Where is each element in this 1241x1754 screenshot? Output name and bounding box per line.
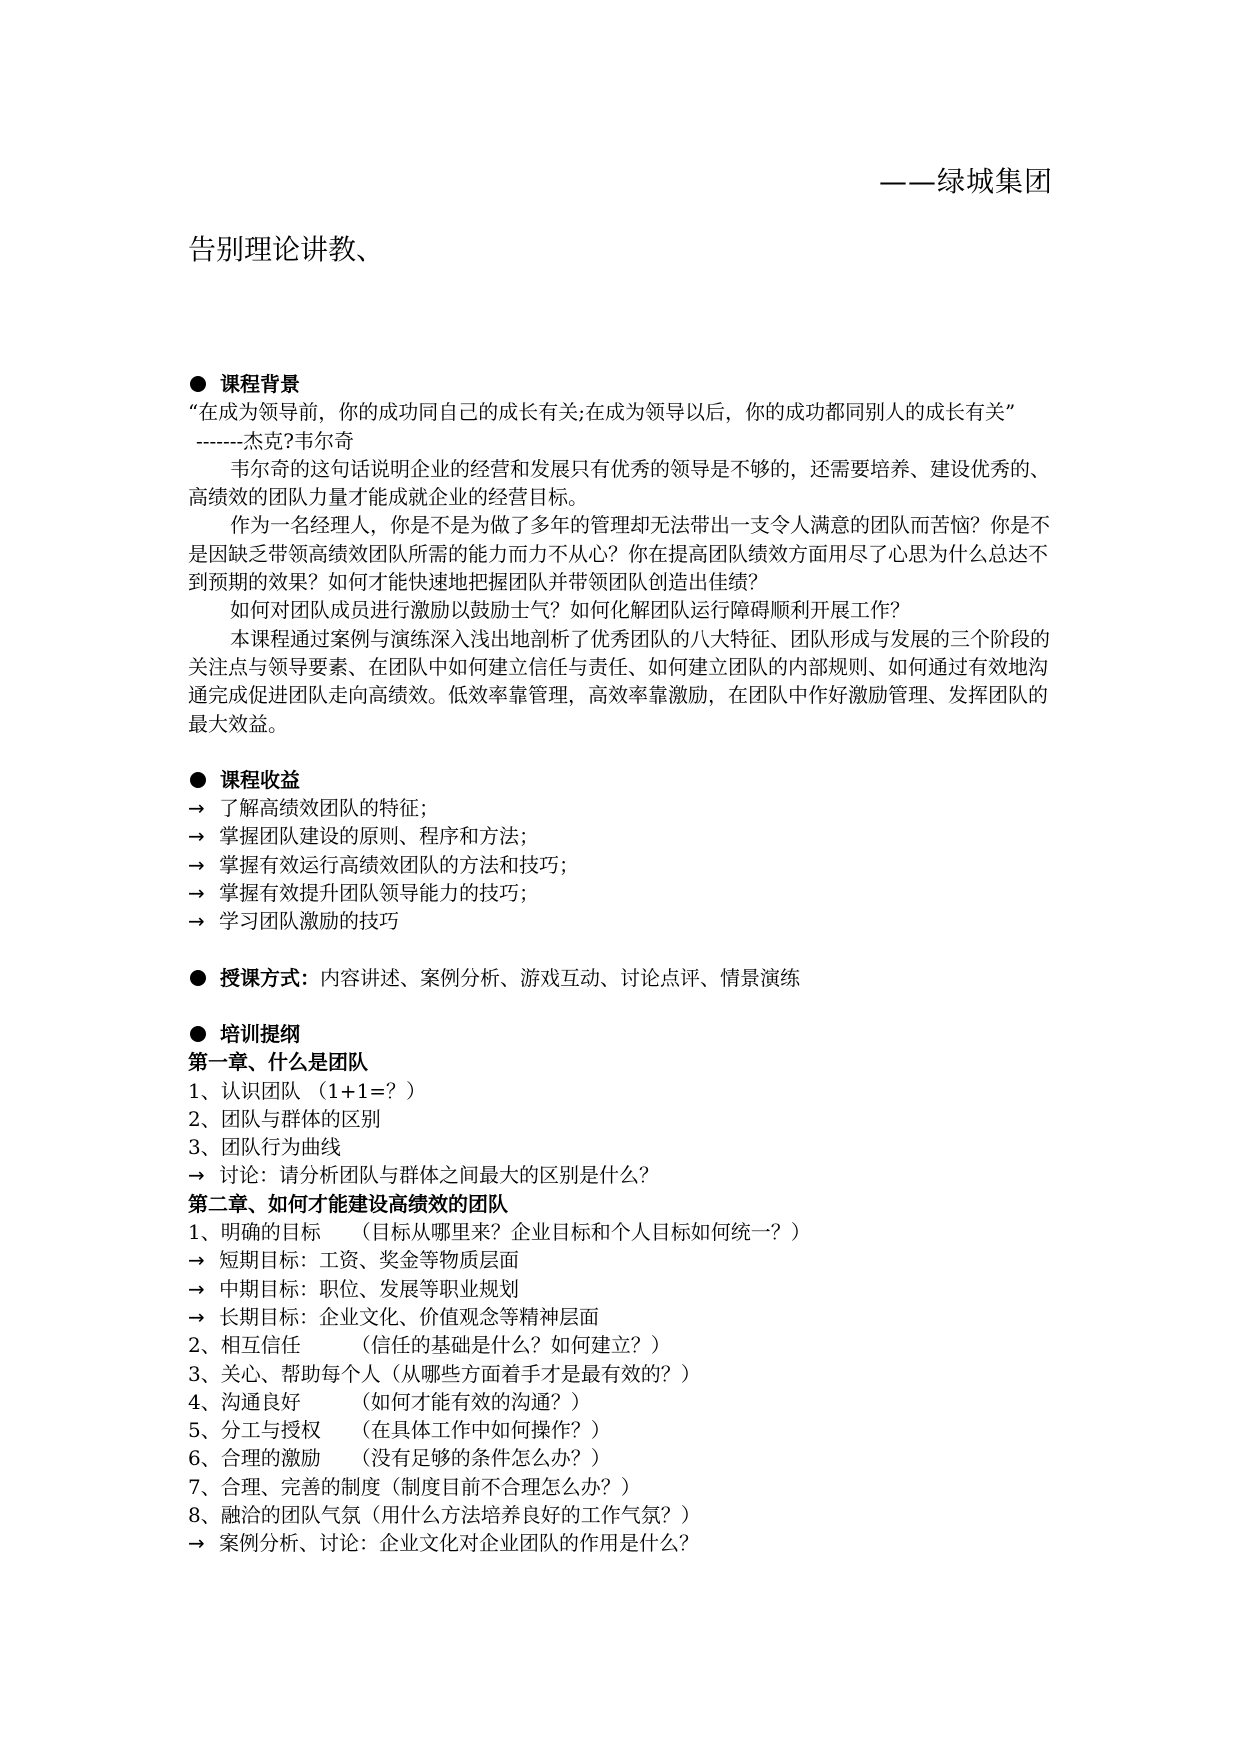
bullet-icon <box>190 772 206 788</box>
arrow-icon: → <box>188 852 205 877</box>
list-item: → 掌握团队建设的原则、程序和方法； <box>188 822 1058 850</box>
arrow-icon: → <box>188 1163 205 1188</box>
background-paragraph: 作为一名经理人，你是不是为做了多年的管理却无法带出一支令人满意的团队而苦恼？你是不是因缺乏带领高绩效团队所需的能力而力不从心？你在提高团队绩效方面用尽了心思为什么总达不到预期的效果？如何才能快速地把握团队并带领团队创造出佳绩？ <box>188 513 1050 595</box>
list-item: → 了解高绩效团队的特征； <box>188 794 1058 822</box>
arrow-icon: → <box>188 824 205 849</box>
arrow-icon: → <box>188 881 205 906</box>
chapter-title: 第二章、如何才能建设高绩效的团队 <box>188 1191 508 1216</box>
arrow-icon: → <box>188 909 205 934</box>
target-item: → 短期目标：工资、奖金等物质层面 <box>188 1246 1058 1274</box>
outline-line: 3、关心、帮助每个人（从哪些方面着手才是最有效的？） <box>188 1361 701 1386</box>
background-paragraph: 本课程通过案例与演练深入浅出地剖析了优秀团队的八大特征、团队形成与发展的三个阶段的关注点与领导要素、在团队中如何建立信任与责任、如何建立团队的内部规则、如何通过有效地沟通完成促进团队走向高绩效。低效率靠管理，高效率靠激励，在团队中作好激励管理、发挥团队的最大效益。 <box>188 626 1050 736</box>
section-heading-background <box>188 370 1058 398</box>
case-item: → 案例分析、讨论：企业文化对企业团队的作用是什么？ <box>188 1529 1058 1557</box>
bullet-icon <box>190 1026 206 1042</box>
outline-line: 5、分工与授权 （在具体工作中如何操作？） <box>188 1418 611 1443</box>
document-body <box>188 370 1058 1558</box>
background-paragraph: 韦尔奇的这句话说明企业的经营和发展只有优秀的领导是不够的，还需要培养、建设优秀的、高绩效的团队力量才能成就企业的经营目标。 <box>188 456 1050 510</box>
section-heading-label: 课程背景 <box>220 372 300 396</box>
bullet-icon <box>190 376 206 392</box>
target-item: → 中期目标：职位、发展等职业规划 <box>188 1275 1058 1303</box>
outline-line: 8、融洽的团队气氛（用什么方法培养良好的工作气氛？） <box>188 1502 701 1527</box>
section-heading-outline <box>188 1020 1058 1048</box>
outline-line: 7、合理、完善的制度（制度目前不合理怎么办？） <box>188 1474 641 1499</box>
outline-line: 3、团队行为曲线 <box>188 1135 341 1160</box>
section-heading-label: 课程收益 <box>220 767 300 792</box>
outline-line: 2、相互信任 （信任的基础是什么？如何建立？） <box>188 1333 671 1358</box>
outline-line: 6、合理的激励 （没有足够的条件怎么办？） <box>188 1446 611 1471</box>
outline-line: 4、沟通良好 （如何才能有效的沟通？） <box>188 1389 591 1414</box>
list-item: → 掌握有效运行高绩效团队的方法和技巧； <box>188 851 1058 879</box>
arrow-icon: → <box>188 796 205 821</box>
bullet-icon <box>190 970 206 986</box>
outline-line: 1、认识团队 （1+1=？） <box>188 1078 427 1103</box>
section-heading-label: 培训提纲 <box>220 1021 300 1046</box>
discussion-item: → 讨论：请分析团队与群体之间最大的区别是什么？ <box>188 1161 1058 1189</box>
chapter-title: 第一章、什么是团队 <box>188 1050 368 1075</box>
quote-text: “在成为领导前，你的成功同自己的成长有关;在成为领导以后，你的成功都同别人的成长有关” <box>188 400 1016 425</box>
quote-attribution: -------杰克?韦尔奇 <box>196 428 355 453</box>
arrow-icon: → <box>188 1304 205 1329</box>
arrow-icon: → <box>188 1276 205 1301</box>
arrow-icon: → <box>188 1531 205 1556</box>
list-item: → 学习团队激励的技巧 <box>188 907 1058 935</box>
list-item: → 掌握有效提升团队领导能力的技巧； <box>188 879 1058 907</box>
method-text: 内容讲述、案例分析、游戏互动、讨论点评、情景演练 <box>320 965 800 990</box>
target-item: → 长期目标：企业文化、价值观念等精神层面 <box>188 1303 1058 1331</box>
section-heading-benefits <box>188 766 1058 794</box>
section-heading-method <box>188 964 1058 992</box>
outline-line: 1、明确的目标 （目标从哪里来？企业目标和个人目标如何统一？） <box>188 1220 811 1245</box>
arrow-icon: → <box>188 1248 205 1273</box>
background-paragraph: 如何对团队成员进行激励以鼓励士气？如何化解团队运行障碍顺利开展工作？ <box>230 598 910 623</box>
outline-line: 2、团队与群体的区别 <box>188 1106 381 1131</box>
page-subtitle: 告别理论讲教、 <box>188 233 385 266</box>
method-label: 授课方式： <box>220 965 320 990</box>
organization-name: ——绿城集团 <box>878 165 1053 198</box>
